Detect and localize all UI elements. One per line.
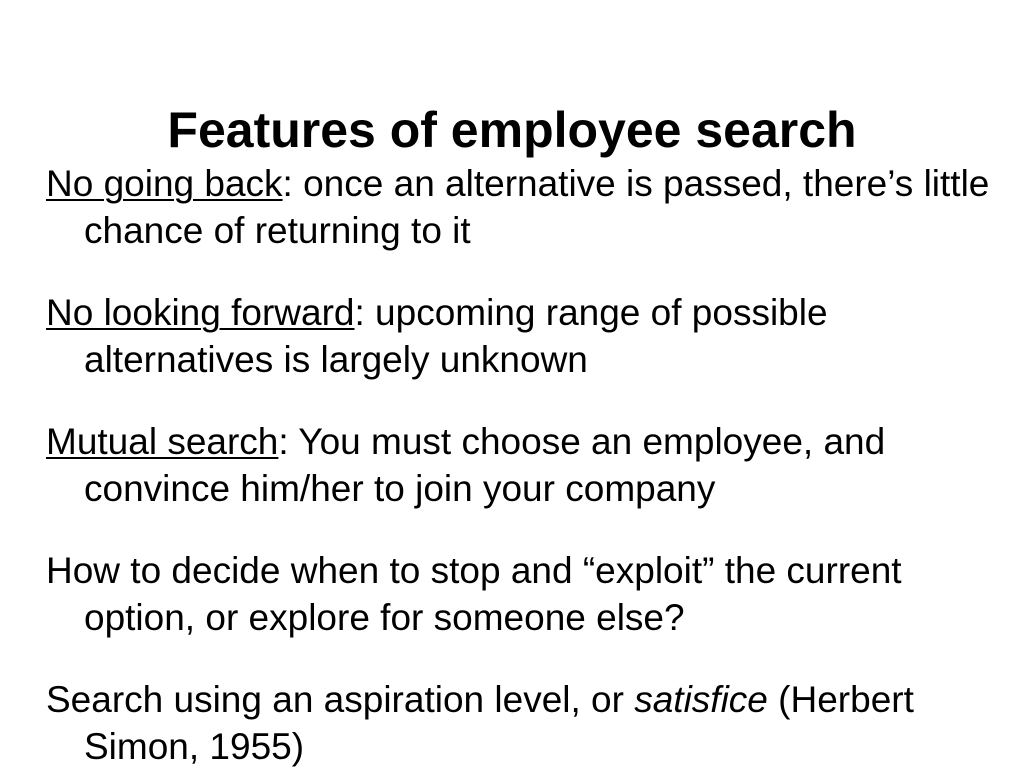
bullet-term: No looking forward	[46, 292, 355, 333]
slide-title: Features of employee search	[167, 101, 857, 158]
bullet-text: (Herbert Simon, 1955)	[84, 679, 914, 767]
bullet-text: : upcoming range of possible alternatives is largely unknown	[84, 292, 828, 380]
bullet-emphasis: satisfice	[634, 679, 768, 720]
bullet-mutual-search	[46, 418, 1016, 512]
bullet-term: No going back	[46, 163, 283, 204]
bullet-no-going-back	[46, 160, 1016, 254]
bullet-term: Mutual search	[46, 421, 279, 462]
bullet-text: : once an alternative is passed, there’s little chance of returning to it	[84, 163, 990, 251]
bullet-text: Search using an aspiration level, or	[46, 679, 635, 720]
bullet-satisfice	[46, 676, 1016, 770]
bullet-stop-or-explore	[46, 547, 1016, 641]
bullet-text: : You must choose an employee, and convince him/her to join your company	[84, 421, 886, 509]
bullet-text: How to decide when to stop and “exploit” the current option, or explore for someone else?	[46, 550, 902, 638]
bullet-no-looking-forward	[46, 289, 1016, 383]
bullet-list	[46, 160, 1016, 770]
